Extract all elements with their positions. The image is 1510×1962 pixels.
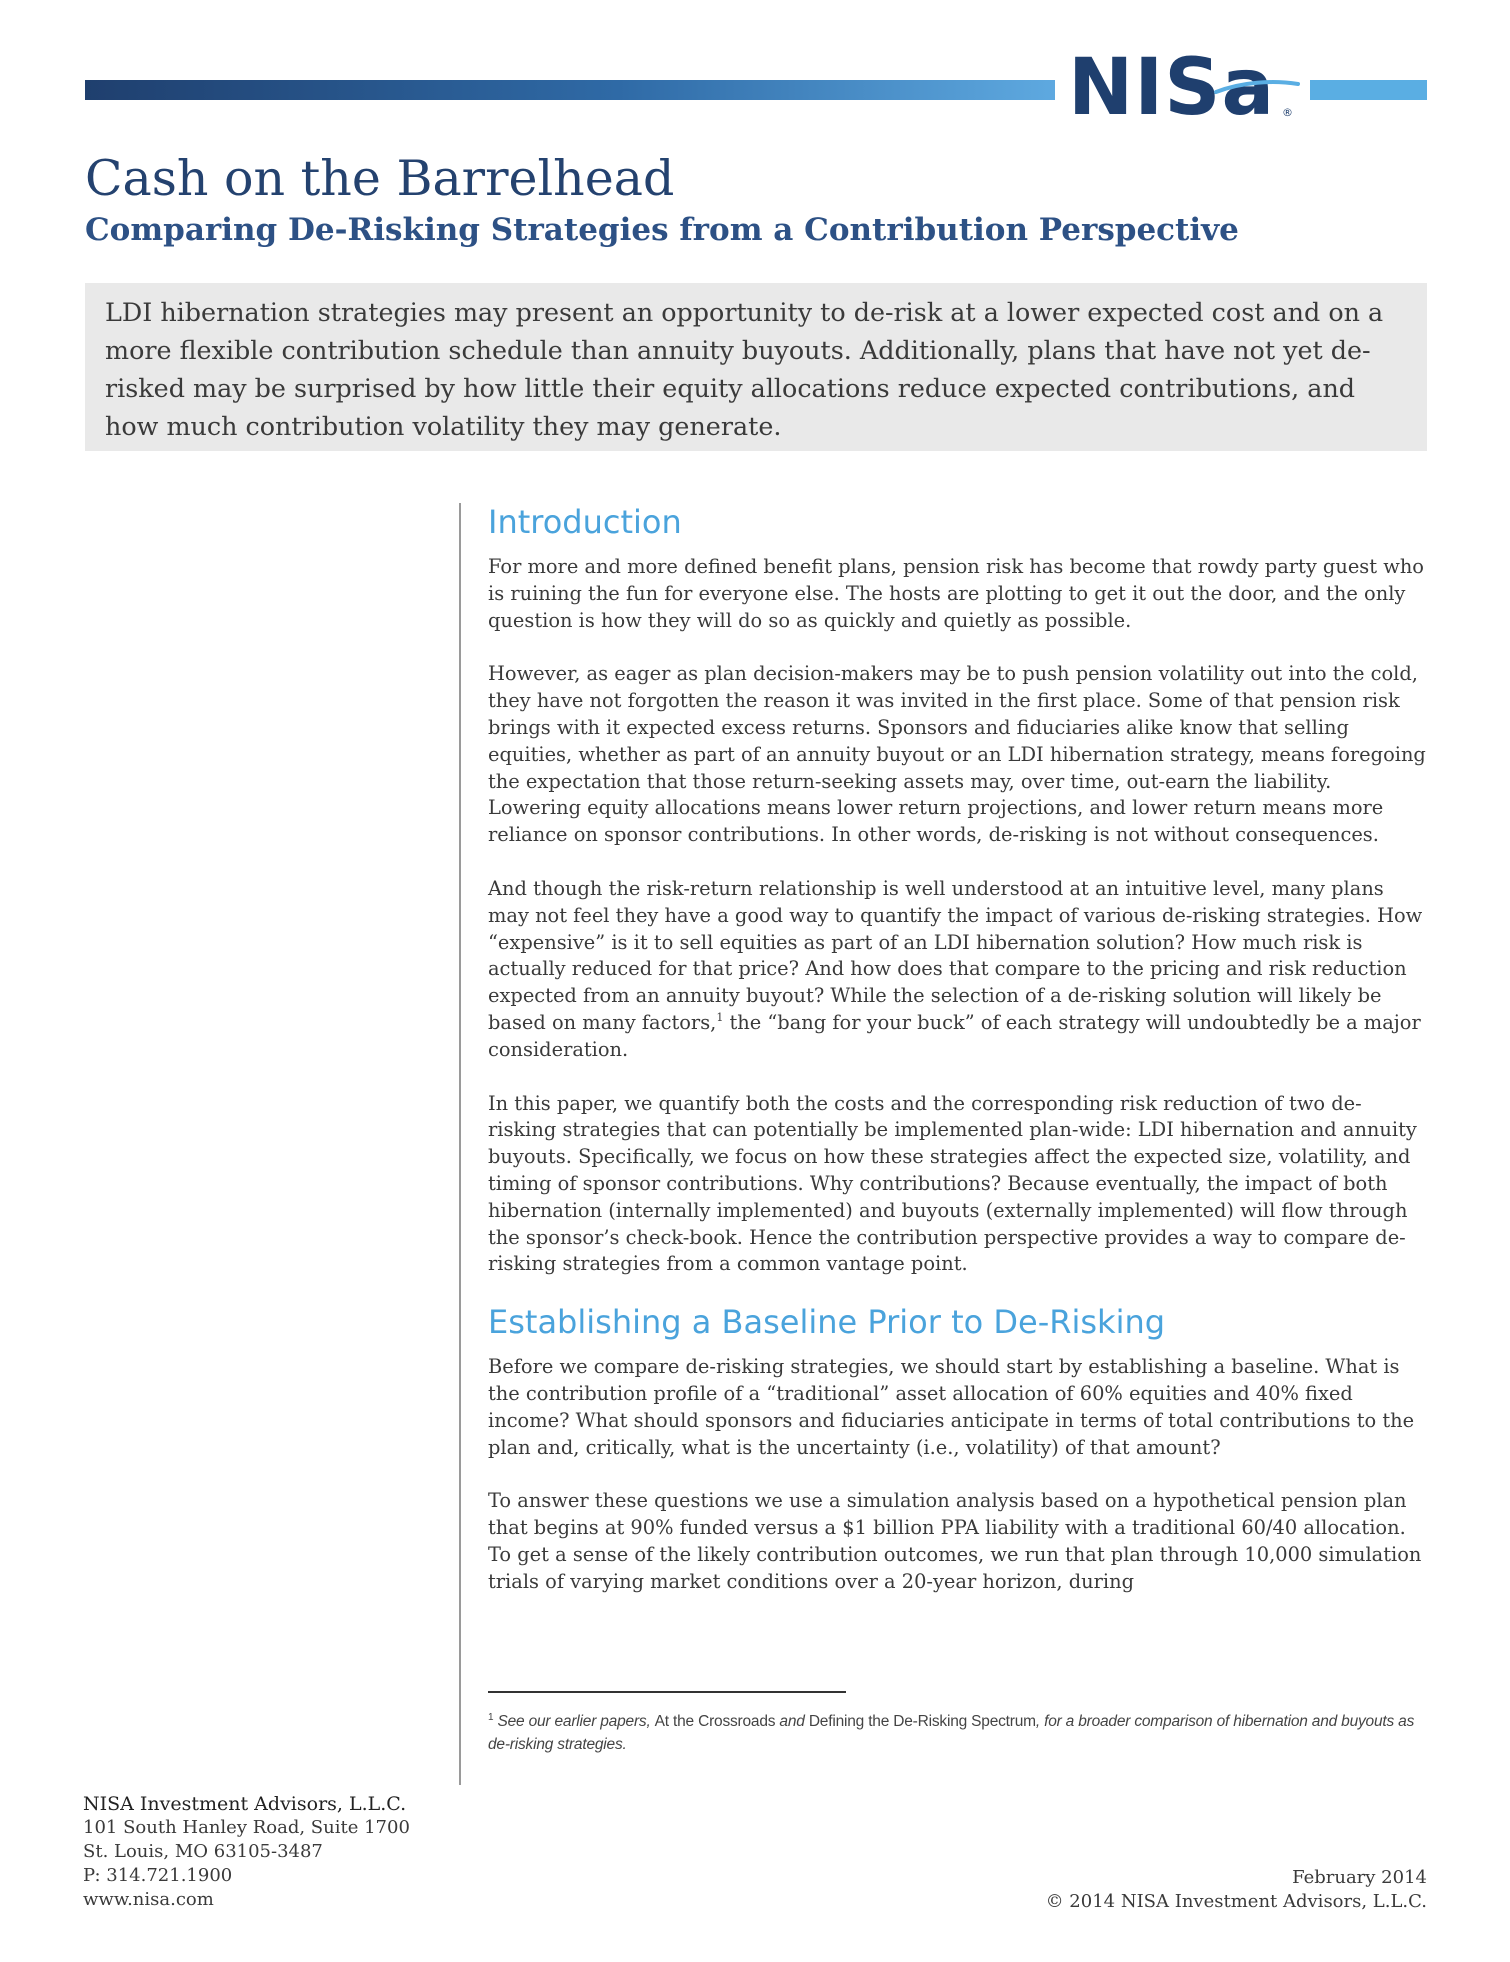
publication-date: February 2014 (1292, 1867, 1427, 1888)
copyright: © 2014 NISA Investment Advisors, L.L.C. (1045, 1891, 1427, 1912)
paragraph: For more and more defined benefit plans, pension risk has become that rowdy party guest who is ruining the fun for everyone else. The hosts are plotting to get it out the door, and the only question is how they will do so as quickly and quietly as possible. (488, 555, 1424, 632)
company-name: NISA Investment Advisors, L.L.C. (83, 1793, 407, 1815)
address-street: 101 South Hanley Road, Suite 1700 (83, 1817, 410, 1838)
footnote-rule (488, 1691, 846, 1693)
footnote-text: and (775, 1713, 809, 1730)
footnote-paper-title: Defining the De-Risking Spectrum (808, 1713, 1036, 1730)
abstract-box (85, 283, 1427, 451)
main-column (488, 500, 1428, 1596)
logo-registered-mark: ® (1282, 106, 1293, 119)
abstract-text: LDI hibernation strategies may present an opportunity to de-risk at a lower expected cost and on a more flexible contribution schedule than annuity buyouts. Additionally, plans that have not yet de-risked may be surprised by how little their equity allocations reduce expected contributions, and how much contribution volatility they may generate. (105, 297, 1384, 441)
date-copyright (1046, 1866, 1427, 1914)
footnote-text: , for a broader comparison of hibernation and buyouts as de-risking strategies. (488, 1713, 1415, 1753)
paragraph (488, 876, 1428, 1064)
footnote-paper-title: At the Crossroads (654, 1713, 776, 1730)
column-divider (459, 503, 461, 1785)
section-heading-introduction: Introduction (488, 503, 682, 541)
company-address (83, 1792, 410, 1912)
section-heading-baseline: Establishing a Baseline Prior to De-Risking (488, 1303, 1166, 1342)
website-link[interactable]: www.nisa.com (83, 1889, 214, 1910)
address-city: St. Louis, MO 63105-3487 (83, 1841, 323, 1862)
page-title: Cash on the Barrelhead (85, 150, 675, 207)
paragraph-text-tail: the “bang for your buck” of each strategy will undoubtedly be a major consideration. (488, 1010, 1421, 1061)
nisa-logo (1068, 43, 1293, 133)
footnote-ref: 1 (716, 1010, 724, 1024)
footnote-number: 1 (488, 1712, 494, 1723)
paragraph-text: And though the risk-return relationship is well understood at an intuitive level, many plans may not feel they have a good way to quantify the impact of various de-risking strategies. How “expensive” is it to sell equities as part of an LDI hibernation solution? How much risk is actually reduced for that price? And how does that compare to the pricing and risk reduction expected from an annuity buyout? While the selection of a de-risking solution will likely be based on many factors, (488, 876, 1423, 1034)
footnote-text: See our earlier papers, (497, 1713, 655, 1730)
paragraph: Before we compare de-risking strategies, we should start by establishing a baseline. What is the contribution profile of a “traditional” asset allocation of 60% equities and 40% fixed income? What should sponsors and fiduciaries anticipate in terms of total contributions to the plan and, critically, what is the uncertainty (i.e., volatility) of that amount? (488, 1355, 1415, 1459)
address-phone: P: 314.721.1900 (83, 1865, 233, 1886)
footnote (488, 1706, 1428, 1756)
logo-text: NISa (1068, 43, 1276, 133)
logo-swoosh-icon (1214, 78, 1300, 96)
header-gradient-bar (85, 80, 1055, 100)
paragraph: To answer these questions we use a simulation analysis based on a hypothetical pension plan that begins at 90% funded versus a $1 billion PPA liability with a traditional 60/40 allocation. To get a sense of the likely contribution outcomes, we run that plan through 10,000 simulation trials of varying market conditions over a 20-year horizon, during (488, 1489, 1422, 1593)
paragraph: However, as eager as plan decision-makers may be to push pension volatility out into the cold, they have not forgotten the reason it was invited in the first place. Some of that pension risk brings with it expected excess returns. Sponsors and fiduciaries alike know that selling equities, whether as part of an annuity buyout or an LDI hibernation strategy, means foregoing the expectation that those return-seeking assets may, over time, out-earn the liability. Lowering equity allocations means lower return projections, and lower return means more reliance on sponsor contributions. In other words, de-risking is not without consequences. (488, 662, 1426, 847)
page-subtitle: Comparing De-Risking Strategies from a Contribution Perspective (85, 212, 1239, 248)
header-accent-bar (1310, 80, 1427, 100)
paragraph: In this paper, we quantify both the costs and the corresponding risk reduction of two de-risking strategies that can potentially be implemented plan-wide: LDI hibernation and annuity buyouts. Specifically, we focus on how these strategies affect the expected size, volatility, and timing of sponsor contributions. Why contributions? Because eventually, the impact of both hibernation (internally implemented) and buyouts (externally implemented) will flow through the sponsor’s check-book. Hence the contribution perspective provides a way to compare de-risking strategies from a common vantage point. (488, 1091, 1417, 1276)
